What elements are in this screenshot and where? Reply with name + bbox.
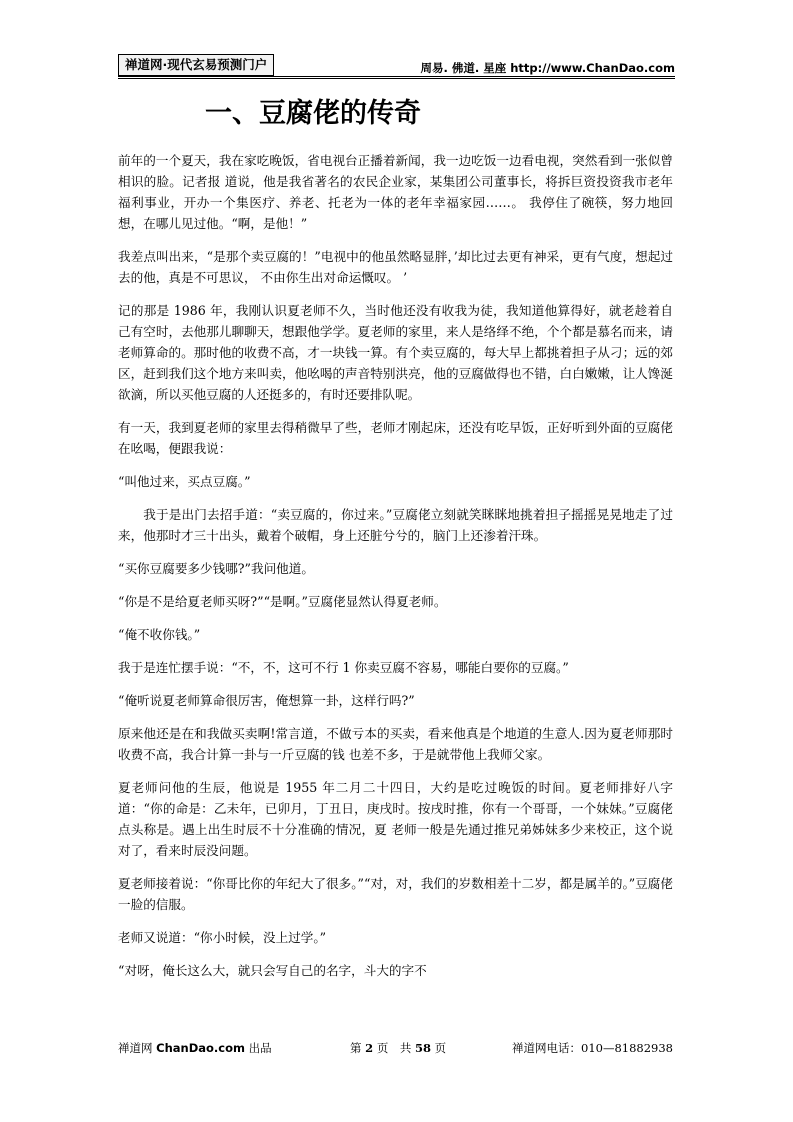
paragraph: 我于是出门去招手道：“卖豆腐的，你过来。”豆腐佬立刻就笑眯眯地挑着担子摇摇晃晃地走了过来，他那时才三十出头，戴着个破帽，身上还脏兮兮的，脑门上还渗着汗珠。 bbox=[118, 507, 673, 543]
footer-phone: 禅道网电话：010—81882938 bbox=[512, 1041, 673, 1055]
page-prefix: 第 bbox=[350, 1041, 362, 1055]
paragraph: “叫他过来，买点豆腐。” bbox=[118, 474, 251, 489]
header-tagline: 周易. 佛道. 星座 http://www.ChanDao.com bbox=[420, 61, 675, 75]
header-rule-secondary bbox=[118, 78, 675, 79]
page-title: 一、豆腐佬的传奇 bbox=[205, 98, 421, 129]
footer-credit-suffix: 出品 bbox=[248, 1041, 272, 1055]
article-body bbox=[118, 150, 673, 993]
header-rule bbox=[118, 76, 675, 77]
paragraph: “你是不是给夏老师买呀?”“是啊。”豆腐佬显然认得夏老师。 bbox=[118, 594, 447, 609]
paragraph: “对呀，俺长这么大，就只会写自己的名字，斗大的字不 bbox=[118, 963, 427, 978]
page-header bbox=[118, 52, 675, 78]
paragraph: 记的那是 1986 年，我刚认识夏老师不久，当时他还没有收我为徒，我知道他算得好，就老趁着自己有空时，去他那儿聊聊天，想跟他学学。夏老师的家里，来人是络绎不绝，个个都是慕名而来，请老师算命的。那时他的收费不高，才一块钱一算。有个卖豆腐的，每大早上都挑着担子从刁；远的郊区，赶到我们这个地方来叫卖，他吆喝的声音特别洪亮，他的豆腐做得也不错，白白嫩嫩，让人馋涎欲滴，所以买他豆腐的人还挺多的，有时还要排队呢。 bbox=[118, 303, 673, 402]
page-suffix: 页 bbox=[434, 1041, 447, 1055]
paragraph: 夏老师接着说：“你哥比你的年纪大了很多。”“对，对，我们的岁数相差十二岁，都是属羊的。”豆腐佬一脸的信服。 bbox=[118, 876, 673, 912]
paragraph: 有一天，我到夏老师的家里去得稍微早了些，老师才刚起床，还没有吃早饭，正好听到外面的豆腐佬在吆喝，便跟我说： bbox=[118, 420, 673, 456]
paragraph: 我差点叫出来，“是那个卖豆腐的！”电视中的他虽然略显胖，’却比过去更有神采，更有气度，想起过去的他，真是不可思议， 不由你生出对命运慨叹。 ’ bbox=[118, 249, 673, 285]
page-total: 58 bbox=[414, 1041, 431, 1055]
page-number: 2 bbox=[365, 1041, 374, 1055]
page-mid: 页 共 bbox=[376, 1041, 412, 1055]
page-indicator bbox=[350, 1040, 446, 1056]
paragraph: 老师又说道：“你小时候，没上过学。” bbox=[118, 930, 327, 945]
paragraph: 前年的一个夏天，我在家吃晚饭，省电视台正播着新闻，我一边吃饭一边看电视，突然看到一张似曾相识的脸。记者报 道说，他是我省著名的农民企业家，某集团公司董事长，将拆巨资投资我市老年福利事业，开办一个集医疗、养老、托老为一体的老年幸福家园……。 我停住了碗筷，努力地回想，在哪儿见过他。“啊，是他！” bbox=[118, 153, 673, 231]
paragraph: 夏老师问他的生辰，他说是 1955 年二月二十四日，大约是吃过晚饭的时间。夏老师排好八字道：“你的命是：乙未年，已卯月，丁丑日，庚戌时。按戌时推，你有一个哥哥，一个妹妹。”豆腐佬点头称是。遇上出生时辰不十分准确的情况，夏 老师一般是先通过推兄弟姊妹多少来校正，这个说对了，看来时辰没问题。 bbox=[118, 780, 673, 858]
footer-credit-prefix: 禅道网 bbox=[118, 1041, 153, 1055]
paragraph: “俺不收你钱。” bbox=[118, 627, 201, 642]
paragraph: “俺听说夏老师算命很厉害，俺想算一卦，这样行吗?” bbox=[118, 693, 415, 708]
footer-brand: ChanDao.com bbox=[156, 1041, 246, 1055]
paragraph: 我于是连忙摆手说：“不，不，这可不行 1 你卖豆腐不容易，哪能白要你的豆腐。” bbox=[118, 660, 569, 675]
site-label: 禅道网·现代玄易预测门户 bbox=[118, 54, 274, 76]
paragraph: “买你豆腐要多少钱哪?”我问他道。 bbox=[118, 561, 314, 576]
paragraph: 原来他还是在和我做买卖啊!常言道，不做亏本的买卖，看来他真是个地道的生意人.因为夏老师那时收费不高，我合计算一卦与一斤豆腐的钱 也差不多，于是就带他上我师父家。 bbox=[118, 726, 673, 762]
footer-credit bbox=[118, 1040, 272, 1056]
